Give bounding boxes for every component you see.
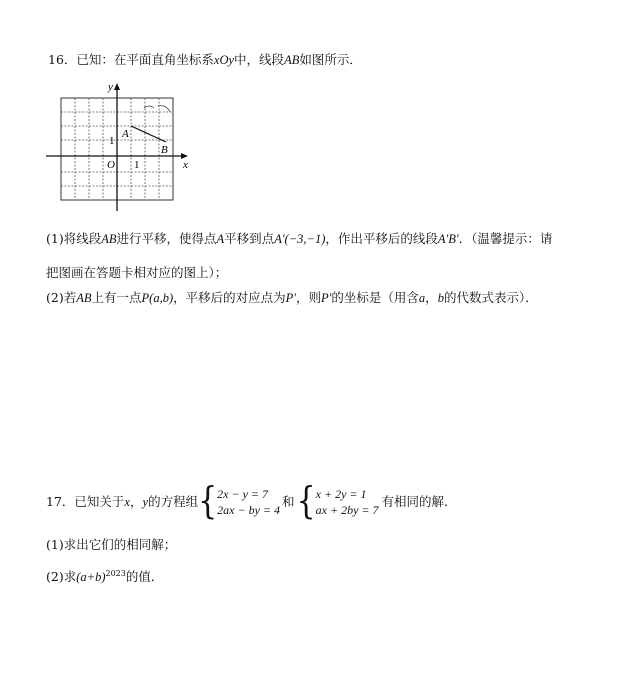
equation-system-2: x + 2y = 1 ax + 2by = 7 — [315, 487, 379, 517]
question-number: 16． — [48, 52, 77, 67]
question-16-part-1-continued: 把图画在答题卡相对应的图上）； — [46, 265, 228, 280]
x-axis-label: x — [183, 159, 188, 171]
question-16-part-2: (2)若AB上有一点P(a,b)，平移后的对应点为P′，则P′的坐标是（用含a，b的代数式表示）． — [46, 290, 538, 305]
point-a-label: A — [122, 128, 129, 140]
question-17-stem: 17．已知关于x，y的方程组{ 2x − y = 7 2ax − by = 4 和{ x + 2y = 1 ax + 2by = 7 有相同的解． — [46, 479, 457, 524]
x-tick-1-label: 1 — [134, 159, 140, 171]
left-brace-1: { — [198, 479, 218, 524]
question-number: 17． — [46, 494, 75, 509]
y-axis-label: y — [108, 81, 113, 93]
point-b-label: B — [161, 144, 168, 156]
question-17-part-1: (1)求出它们的相同解； — [46, 537, 177, 552]
left-brace-2: { — [296, 479, 316, 524]
equation-system-1: 2x − y = 7 2ax − by = 4 — [217, 487, 281, 517]
origin-label: O — [107, 159, 115, 171]
question-17-part-2: (2)求$(a+b)^{2023}$的值． — [46, 569, 164, 585]
question-16-part-1: (1)将线段AB进行平移，使得点A平移到点A′(−3,−1)，作出平移后的线段A′B′．（温馨提示：请 — [46, 231, 553, 246]
y-axis-arrow-icon — [114, 83, 120, 90]
question-16-stem: 16．已知：在平面直角坐标系xOy中，线段AB如图所示． — [48, 52, 362, 67]
coordinate-grid-figure — [40, 78, 190, 213]
pen-marks — [144, 106, 170, 112]
y-tick-1-label: 1 — [109, 135, 115, 147]
